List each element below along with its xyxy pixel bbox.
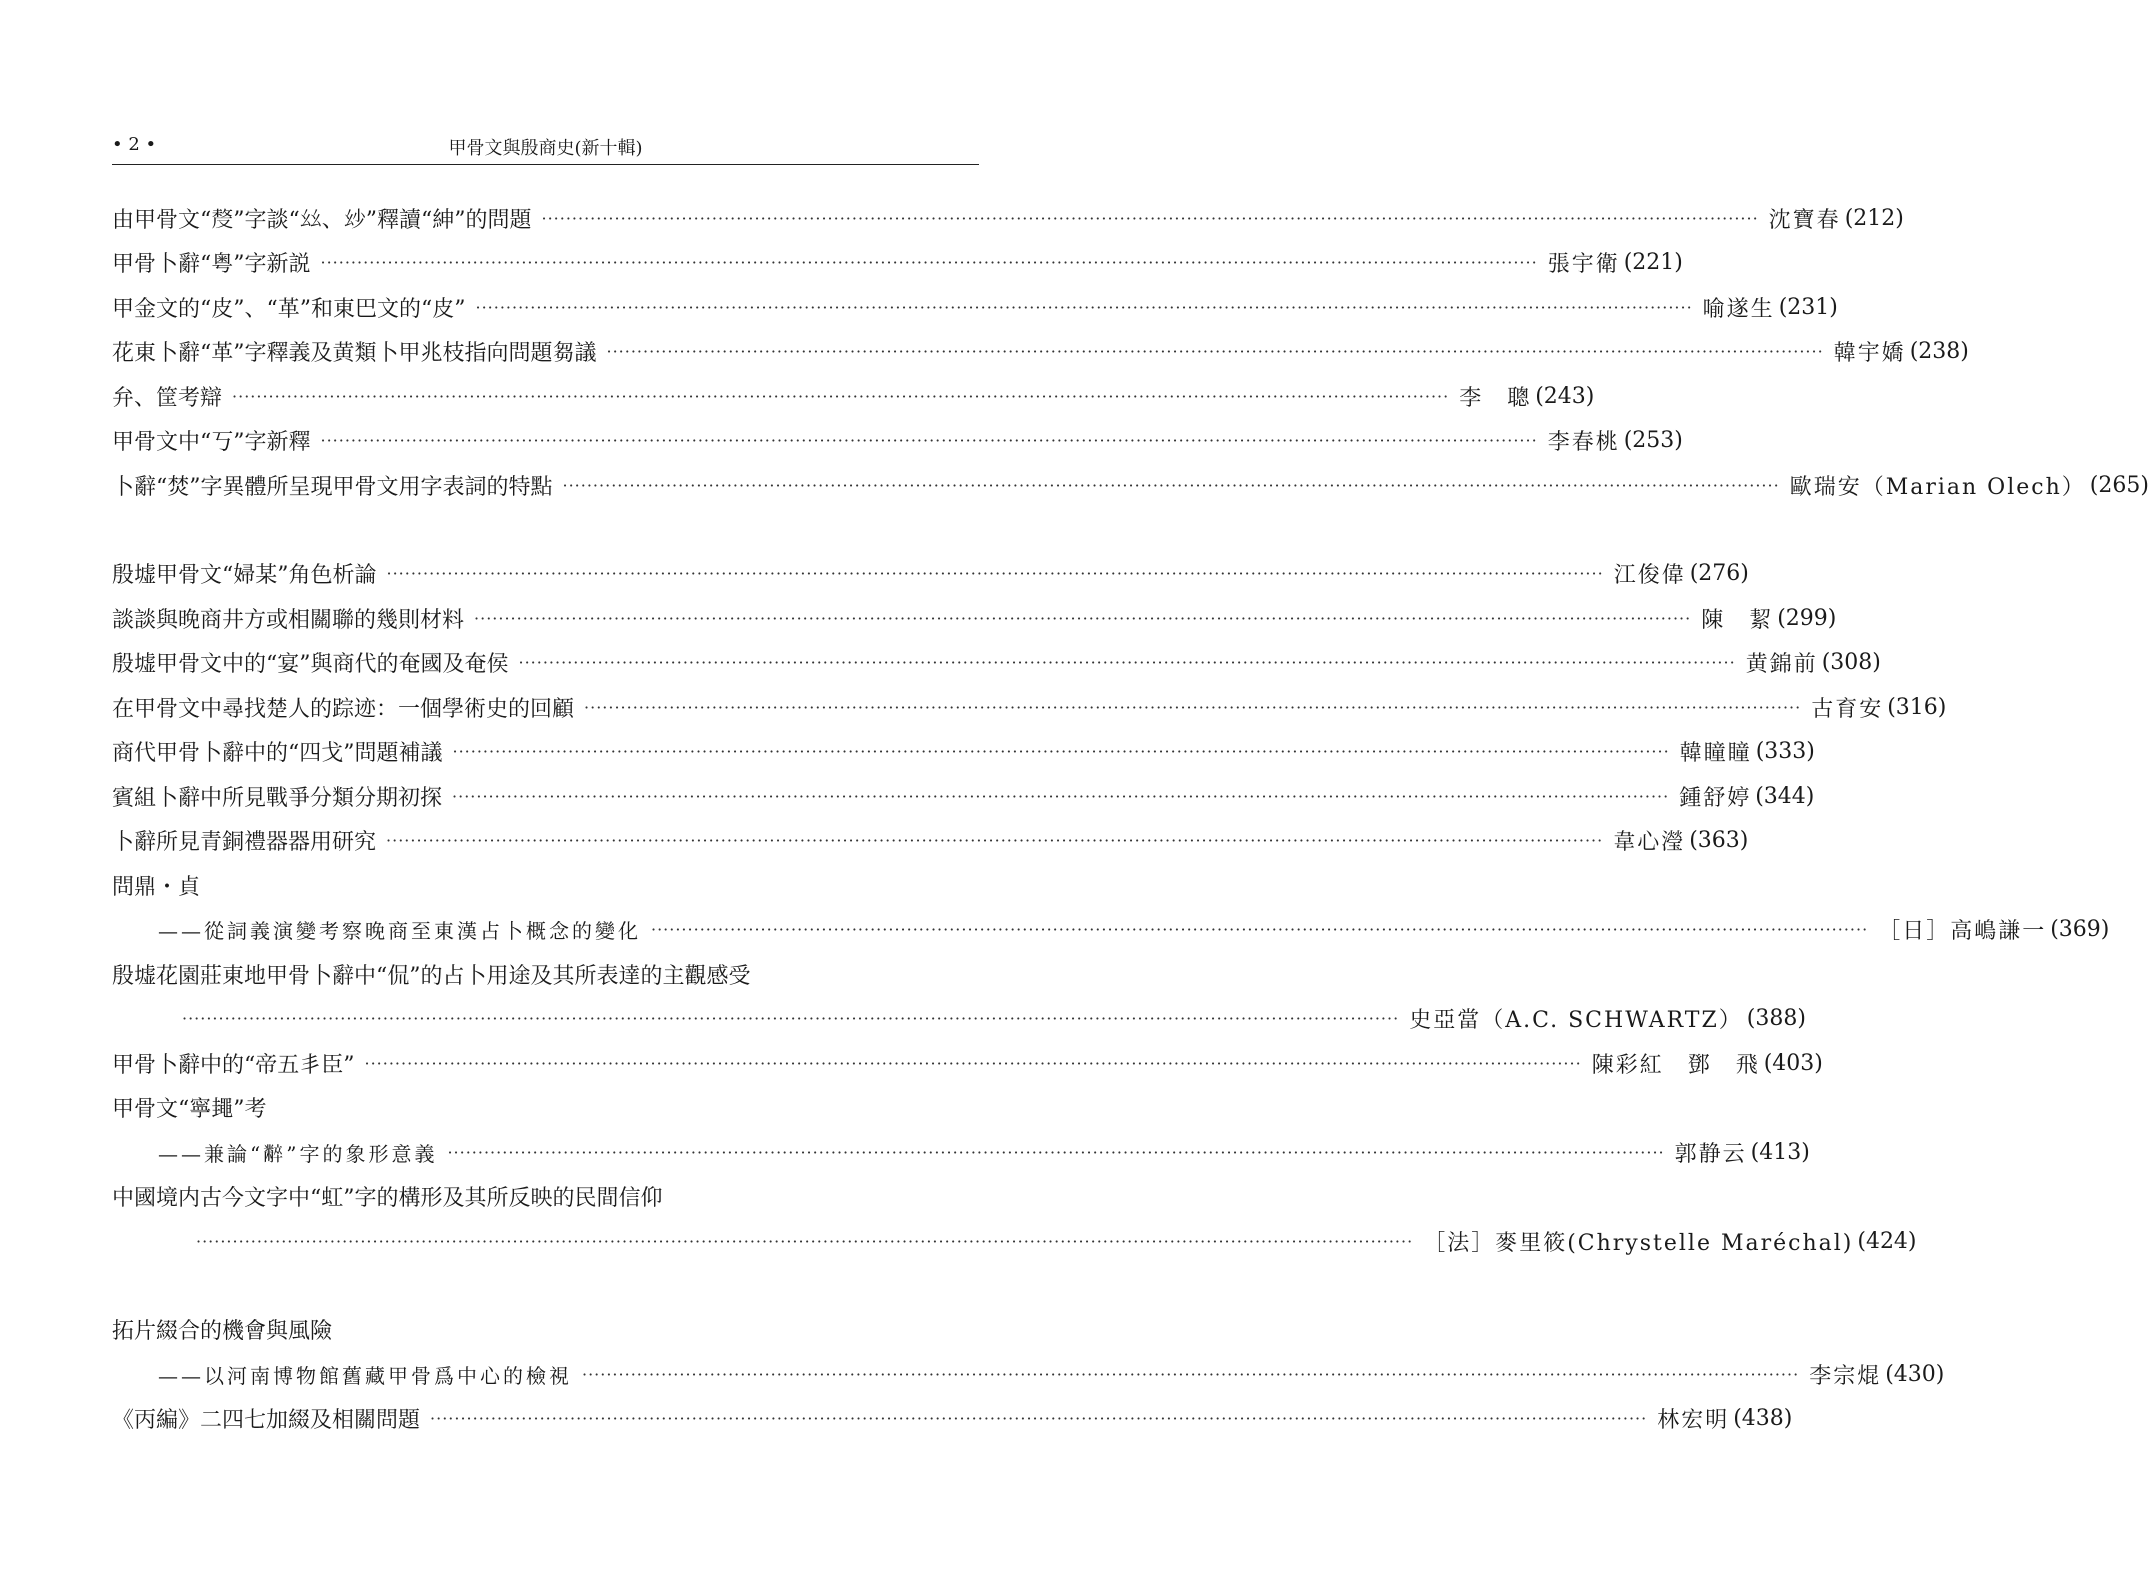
page-number: • 2 • <box>112 134 157 155</box>
leader-dots: ········································································································································································································ <box>364 1053 1582 1073</box>
leader-dots: ········································································································································································································ <box>452 742 1670 762</box>
toc-entry[interactable] <box>112 419 1683 464</box>
toc-entry-subtitle[interactable] <box>112 1130 1810 1175</box>
toc-entry[interactable] <box>112 330 1969 375</box>
entry-page: (265) <box>2089 472 2149 498</box>
running-header <box>112 130 979 165</box>
leader-dots: ········································································································································································································ <box>606 342 1824 362</box>
entry-page: (253) <box>1623 428 1683 454</box>
toc-entry[interactable] <box>112 196 1904 241</box>
leader-dots: ········································································································································································································ <box>196 1231 1414 1251</box>
entry-title: ——從詞義演變考察晚商至東漢占卜概念的變化 <box>158 919 641 944</box>
entry-title: 殷墟甲骨文中的“宴”與商代的奄國及奄侯 <box>112 652 509 678</box>
entry-page: (413) <box>1750 1139 1810 1165</box>
toc-entry[interactable] <box>112 374 1595 419</box>
entry-page: (344) <box>1755 783 1815 809</box>
leader-dots: ········································································································································································································ <box>386 564 1604 584</box>
leader-dots: ········································································································································································································ <box>452 786 1670 806</box>
toc-entry[interactable] <box>112 241 1683 286</box>
entry-author: 韓瞳瞳 <box>1679 741 1752 767</box>
leader-dots: ········································································································································································································ <box>447 1142 1665 1162</box>
toc-entry-continuation[interactable] <box>112 1219 1917 1264</box>
toc-entry[interactable] <box>112 1397 1793 1442</box>
entry-title: ——以河南博物館舊藏甲骨爲中心的檢視 <box>158 1363 572 1388</box>
leader-dots: ········································································································································································································ <box>518 653 1736 673</box>
toc-entry[interactable] <box>112 1175 979 1220</box>
entry-title: ——兼論“𪓌”字的象形意義 <box>158 1141 438 1166</box>
entry-title: 由甲骨文“𠭰”字談“𢆶、𢆷”釋讀“紳”的問題 <box>112 207 532 233</box>
entry-title: 拓片綴合的機會與風險 <box>112 1319 333 1345</box>
toc-entry[interactable] <box>112 1041 1823 1086</box>
toc-entry[interactable] <box>112 952 979 997</box>
entry-title: 花東卜辭“革”字釋義及黄類卜甲兆枝指向問題芻議 <box>112 341 597 367</box>
entry-page: (276) <box>1689 561 1749 587</box>
leader-dots: ········································································································································································································ <box>651 920 1869 940</box>
entry-author: 李宗焜 <box>1809 1363 1882 1389</box>
entry-page: (424) <box>1857 1228 1917 1254</box>
entry-author: 張宇衛 <box>1547 252 1620 278</box>
entry-page: (333) <box>1755 739 1815 765</box>
entry-author: 郭静云 <box>1674 1141 1747 1167</box>
entry-author: 黄錦前 <box>1745 652 1818 678</box>
leader-dots: ········································································································································································································ <box>320 431 1538 451</box>
leader-dots: ········································································································································································································ <box>474 608 1692 628</box>
section-gap <box>112 1264 979 1308</box>
entry-page: (221) <box>1623 250 1683 276</box>
toc-entry[interactable] <box>112 596 1837 641</box>
toc-entry-subtitle[interactable] <box>112 908 2110 953</box>
entry-page: (430) <box>1885 1361 1945 1387</box>
toc-entry[interactable] <box>112 285 1838 330</box>
entry-title: 商代甲骨卜辭中的“四戈”問題補議 <box>112 741 443 767</box>
toc-entry[interactable] <box>112 863 979 908</box>
toc-entry[interactable] <box>112 819 1749 864</box>
entry-page: (438) <box>1733 1406 1793 1432</box>
toc-entry[interactable] <box>112 685 1947 730</box>
entry-title: 《丙編》二四七加綴及相關問題 <box>112 1408 421 1434</box>
leader-dots: ········································································································································································································ <box>182 1009 1400 1029</box>
entry-author: 韓宇嬌 <box>1833 341 1906 367</box>
entry-title: 弁、筐考辯 <box>112 385 223 411</box>
entry-title: 賓組卜辭中所見戰爭分類分期初探 <box>112 785 443 811</box>
leader-dots: ········································································································································································································ <box>562 475 1780 495</box>
entry-title: 殷墟花園莊東地甲骨卜辭中“侃”的占卜用途及其所表達的主觀感受 <box>112 963 751 989</box>
toc-entry-subtitle[interactable] <box>112 1352 1945 1397</box>
toc-entry[interactable] <box>112 463 2149 508</box>
toc-entry[interactable] <box>112 1086 979 1131</box>
entry-title: 卜辭“焚”字異體所呈現甲骨文用字表詞的特點 <box>112 474 553 500</box>
entry-author: 喻遂生 <box>1702 296 1775 322</box>
toc-entry[interactable] <box>112 1308 979 1353</box>
entry-page: (238) <box>1909 339 1969 365</box>
book-title: 甲骨文與殷商史(新十輯) <box>448 138 643 159</box>
entry-title: 甲骨卜辭中的“帝五丯臣” <box>112 1052 355 1078</box>
toc-entry[interactable] <box>112 552 1749 597</box>
entry-author: 江俊偉 <box>1613 563 1686 589</box>
leader-dots: ········································································································································································································ <box>320 253 1538 273</box>
entry-page: (243) <box>1535 383 1595 409</box>
entry-page: (299) <box>1777 605 1837 631</box>
leader-dots: ········································································································································································································ <box>430 1409 1648 1429</box>
entry-author: 歐瑞安（Marian Olech） <box>1789 474 2086 500</box>
entry-title: 甲骨文中“丂”字新釋 <box>112 430 311 456</box>
entry-author: 鍾舒婷 <box>1679 785 1752 811</box>
section-gap <box>112 508 979 552</box>
entry-page: (363) <box>1689 828 1749 854</box>
leader-dots: ········································································································································································································ <box>475 297 1693 317</box>
entry-page: (308) <box>1821 650 1881 676</box>
entry-author: ［法］麥里筱(Chrystelle Maréchal) <box>1423 1230 1854 1256</box>
entry-page: (231) <box>1778 294 1838 320</box>
entry-title: 卜辭所見青銅禮器器用研究 <box>112 830 377 856</box>
toc-entry[interactable] <box>112 730 1815 775</box>
entry-title: 殷墟甲骨文“婦某”角色析論 <box>112 563 377 589</box>
entry-author: 李春桃 <box>1547 430 1620 456</box>
entry-author: 陳 絜 <box>1701 607 1774 633</box>
entry-page: (316) <box>1887 694 1947 720</box>
entry-page: (388) <box>1746 1006 1806 1032</box>
entry-author: 古育安 <box>1811 696 1884 722</box>
entry-author: 李 聰 <box>1459 385 1532 411</box>
leader-dots: ········································································································································································································ <box>232 386 1450 406</box>
entry-title: 甲金文的“皮”、“革”和東巴文的“皮” <box>112 296 466 322</box>
leader-dots: ········································································································································································································ <box>582 1364 1800 1384</box>
entry-author: 韋心瀅 <box>1613 830 1686 856</box>
entry-title: 中國境内古今文字中“虹”字的構形及其所反映的民間信仰 <box>112 1186 663 1212</box>
entry-page: (403) <box>1763 1050 1823 1076</box>
entry-author: 陳彩紅 鄧 飛 <box>1591 1052 1760 1078</box>
entry-title: 在甲骨文中尋找楚人的踪迹：一個學術史的回顧 <box>112 696 575 722</box>
entry-page: (212) <box>1844 205 1904 231</box>
leader-dots: ········································································································································································································ <box>541 208 1759 228</box>
entry-author: 沈寶春 <box>1768 207 1841 233</box>
leader-dots: ········································································································································································································ <box>386 831 1604 851</box>
leader-dots: ········································································································································································································ <box>584 697 1802 717</box>
toc-entry[interactable] <box>112 774 1815 819</box>
toc-entry[interactable] <box>112 641 1881 686</box>
entry-title: 談談與晚商井方或相關聯的幾則材料 <box>112 607 465 633</box>
entry-title: 問鼎・貞 <box>112 874 201 900</box>
entry-author: 史亞當（A.C. SCHWARTZ） <box>1409 1008 1743 1034</box>
entry-page: (369) <box>2050 917 2110 943</box>
entry-title: 甲骨卜辭“粤”字新説 <box>112 252 311 278</box>
entry-title: 甲骨文“寧䵷”考 <box>112 1097 267 1123</box>
table-of-contents <box>112 196 2149 1441</box>
entry-author: 林宏明 <box>1657 1408 1730 1434</box>
entry-author: ［日］高嶋謙一 <box>1878 919 2047 945</box>
toc-entry-continuation[interactable] <box>112 997 1806 1042</box>
